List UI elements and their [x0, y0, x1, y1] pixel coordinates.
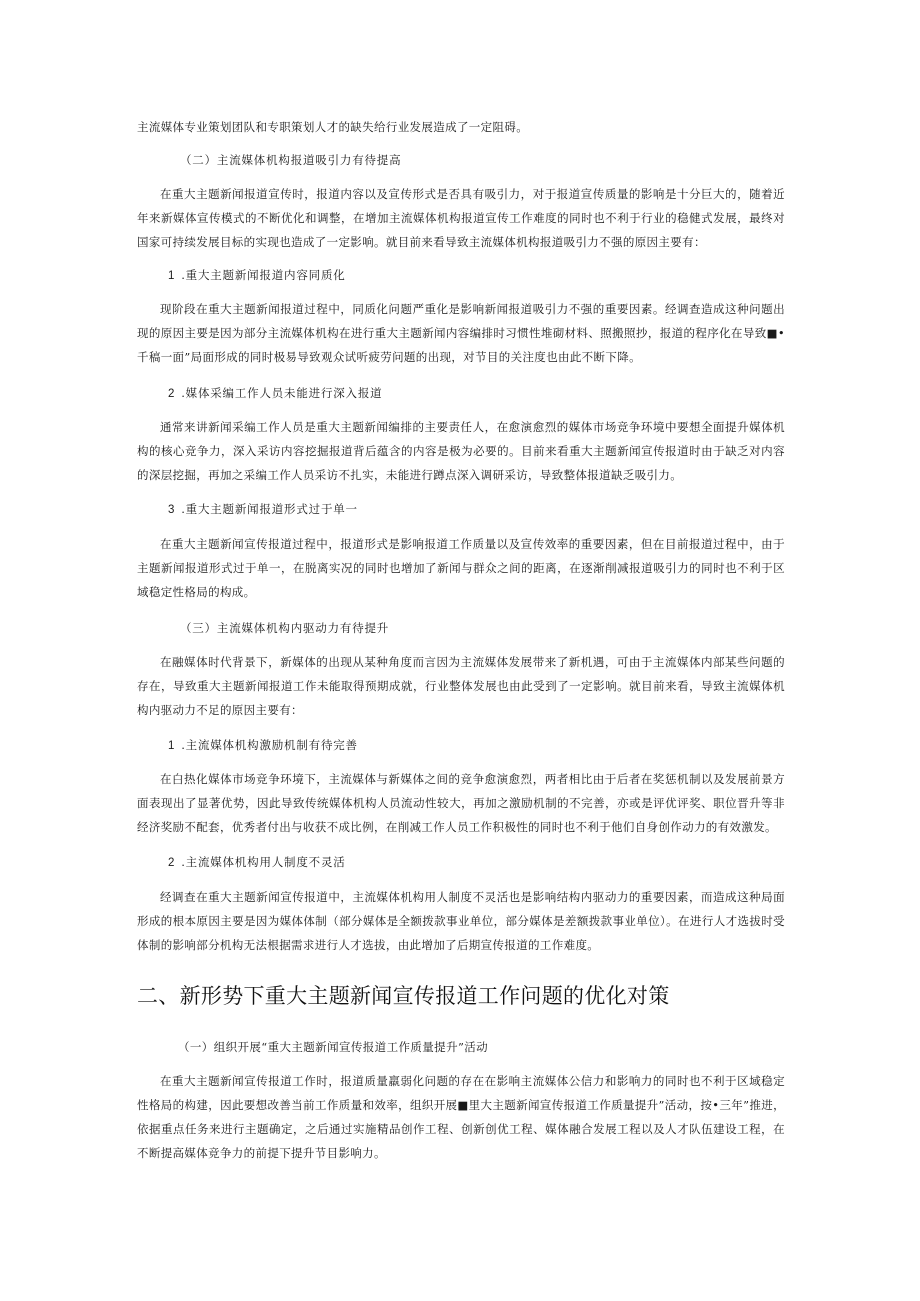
subsection-heading — [168, 265, 346, 286]
subsection-heading — [168, 735, 358, 756]
paragraph: 通常来讲新闻采编工作人员是重大主题新闻编排的主要责任人，在愈演愈烈的媒体市场竞争环境中要想全面提升媒体机构的核心竞争力，深入采访内容挖掘报道背后蕴含的内容是极为必要的。目前来看重大主题新闻宣传报道时由于缺乏对内容的深层挖掘，再加之采编工作人员采访不扎实，未能进行蹲点深入调研采访，导致整体报道缺乏吸引力。 — [137, 420, 785, 482]
section-heading: （一）组织开展“重大主题新闻宣传报道工作质量提升”活动 — [178, 1040, 489, 1054]
subsection-number: 1 — [168, 740, 176, 752]
paragraph: 在融媒体时代背景下，新媒体的出现从某种角度而言因为主流媒体发展带来了新机遇，可由于主流媒体内部某些问题的存在，导致重大主题新闻报道工作未能取得预期成就，行业整体发展也由此受到了一定影响。就目前来看，导致主流媒体机构内驱动力不足的原因主要有： — [137, 655, 785, 717]
chapter-heading: 二、新形势下重大主题新闻宣传报道工作问题的优化对策 — [137, 984, 670, 1008]
section-heading: （二）主流媒体机构报道吸引力有待提高 — [180, 153, 402, 167]
subsection-heading — [168, 852, 346, 873]
paragraph: 在重大主题新闻宣传报道过程中，报道形式是影响报道工作质量以及宣传效率的重要因素，但在目前报道过程中，由于主题新闻报道形式过于单一，在脱离实况的同时也增加了新闻与群众之间的距离，在逐渐削减报道吸引力的同时也不利于区域稳定性格局的构成。 — [137, 537, 785, 599]
paragraph: 现阶段在重大主题新闻报道过程中，同质化问题严重化是影响新闻报道吸引力不强的重要因素。经调查造成这种问题出现的原因主要是因为部分主流媒体机构在进行重大主题新闻内容编排时习惯性堆砌材料、照搬照抄，报道的程序化在导致■•千稿一面”局面形成的同时极易导致观众试听疲劳问题的出现，对节目的关注度也由此不断下降。 — [137, 302, 785, 364]
subsection-title: .媒体采编工作人员未能进行深入报道 — [181, 386, 383, 400]
paragraph: 在白热化媒体市场竞争环境下，主流媒体与新媒体之间的竞争愈演愈烈，两者相比由于后者在奖惩机制以及发展前景方面表现出了显著优势，因此导致传统媒体机构人员流动性较大，再加之激励机制的不完善，亦或是评优评奖、职位晋升等非经济奖励不配套，优秀者付出与收获不成比例，在削减工作人员工作积极性的同时也不利于他们自身创作动力的有效激发。 — [137, 772, 785, 834]
subsection-heading — [168, 499, 358, 520]
subsection-title: .主流媒体机构用人制度不灵活 — [181, 855, 346, 869]
subsection-heading — [168, 383, 382, 404]
subsection-number: 2 — [168, 857, 176, 869]
subsection-number: 1 — [168, 270, 176, 282]
paragraph: 经调查在重大主题新闻宣传报道中，主流媒体机构用人制度不灵活也是影响结构内驱动力的重要因素，而造成这种局面形成的根本原因主要是因为媒体体制（部分媒体是全额拨款事业单位，部分媒体是差额拨款事业单位）。在进行人才选拔时受体制的影响部分机构无法根据需求进行人才选拔，由此增加了后期宣传报道的工作难度。 — [137, 890, 785, 952]
subsection-title: .重大主题新闻报道内容同质化 — [181, 268, 346, 282]
paragraph: 主流媒体专业策划团队和专职策划人才的缺失给行业发展造成了一定阻碍。 — [137, 120, 529, 134]
section-heading: （三）主流媒体机构内驱动力有待提升 — [180, 621, 390, 635]
subsection-title: .主流媒体机构激励机制有待完善 — [181, 738, 358, 752]
subsection-number: 3 — [168, 504, 176, 516]
paragraph: 在重大主题新闻宣传报道工作时，报道质量羸弱化问题的存在在影响主流媒体公信力和影响力的同时也不利于区域稳定性格局的构建，因此要想改善当前工作质量和效率，组织开展■里大主题新闻宣传报道工作质量提升”活动，按•三年”推进，依据重点任务来进行主题确定，之后通过实施精品创作工程、创新创优工程、媒体融合发展工程以及人才队伍建设工程，在不断提高媒体竞争力的前提下提升节目影响力。 — [137, 1074, 785, 1160]
paragraph: 在重大主题新闻报道宣传时，报道内容以及宣传形式是否具有吸引力，对于报道宣传质量的影响是十分巨大的，随着近年来新媒体宣传模式的不断优化和调整，在增加主流媒体机构报道宣传工作难度的同时也不利于行业的稳健式发展，最终对国家可持续发展目标的实现也造成了一定影响。就目前来看导致主流媒体机构报道吸引力不强的原因主要有： — [137, 187, 785, 249]
subsection-number: 2 — [168, 388, 176, 400]
subsection-title: .重大主题新闻报道形式过于单一 — [181, 502, 358, 516]
